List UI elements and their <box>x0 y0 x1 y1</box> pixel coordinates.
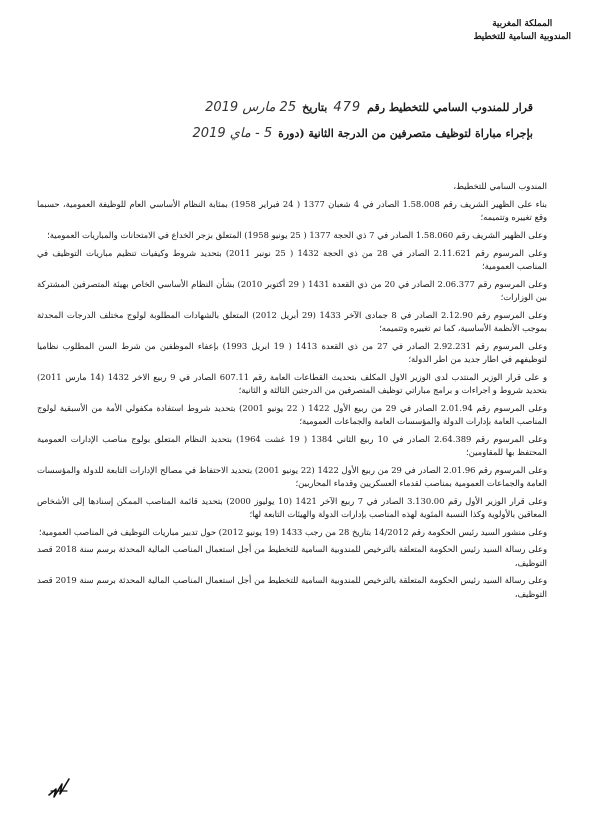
decision-title <box>205 100 533 115</box>
handwritten-signature-icon <box>46 775 72 801</box>
body-paragraph: وعلى رسالة السيد رئيس الحكومة المتعلقة بالترخيص للمندوبية السامية للتخطيط من أجل استعمال المناصب المالية المحدثة برسم سنة 2019 قصد التوظيف، <box>37 575 547 599</box>
body-paragraph: وعلى المرسوم رقم 2.11.621 الصادر في 28 من ذي الحجة 1432 ( 25 نونبر 2011) بتحديد شروط وكيفيات تنظيم مباريات التوظيف في المناصب العمومية؛ <box>37 247 548 271</box>
decision-subject-text: بإجراء مباراة لتوظيف متصرفين من الدرجة الثانية (دورة <box>278 127 533 140</box>
date-label: بتاريخ <box>302 101 328 114</box>
agency-name: المندوبية السامية للتخطيط <box>473 32 571 42</box>
body-paragraph: وعلى المرسوم رقم 2.12.90 الصادر في 8 جمادى الآخر 1433 (29 أبريل 2012) المتعلق بالشهادات المطلوبة لولوج مختلف الدرجات المحدثة بموجب الأنظمة الأساسية، كما تم تغييره وتتميمه؛ <box>37 309 547 333</box>
body-paragraph: وعلى المرسوم رقم 2.06.377 الصادر في 20 من ذي القعدة 1431 ( 29 أكتوبر 2010) بشأن النظام الأساسي الخاص بهيئة المتصرفين المشتركة بين الوزارات؛ <box>37 278 547 302</box>
body-paragraph: وعلى المرسوم رقم 2.64.389 الصادر في 10 ربيع الثاني 1384 ( 19 غشت 1964) بتحديد النظام المتعلق بولوج مناصب الإدارات العمومية المحتفظ بها للمقاومين؛ <box>37 433 548 457</box>
body-paragraph: وعلى الظهير الشريف رقم 1.58.060 الصادر في 7 ذي الحجة 1377 ( 25 يونيو 1958) المتعلق بزجر الخداع في الامتحانات والمباريات العمومية؛ <box>47 229 547 240</box>
letterhead <box>473 18 571 44</box>
decision-date: 25 مارس 2019 <box>205 100 297 115</box>
body-paragraph: وعلى منشور السيد رئيس الحكومة رقم 14/2012 بتاريخ 28 من رجب 1433 (19 يونيو 2012) حول تدبير مباريات التوظيف في المناصب العمومية؛ <box>38 526 547 537</box>
body-paragraph: و على قرار الوزير المنتدب لدى الوزير الاول المكلف بتحديث القطاعات العامة رقم 607.11 الصادر في 9 ربيع الاخر 1432 (14 مارس 2011) بتحديد شروط و اجراءات و برامج مباراتي توظيف المتصرفين من الدرجتين الثالثة و الثانية؛ <box>37 371 548 395</box>
kingdom-name: المملكة المغربية <box>492 19 553 29</box>
decision-number: 479 <box>333 100 362 115</box>
body-paragraph: وعلى المرسوم رقم 2.01.96 الصادر في 29 من ربيع الأول 1422 (22 يونيو 2001) بتحديد الاحتفاظ في مصالح الإدارات التابعة للدولة والمؤسسات العامة والجماعات العمومية بمناصب لقدماء العسكريين وقدماء المحاربين؛ <box>37 464 548 488</box>
session-date: 5 - ماي 2019 <box>192 126 273 141</box>
decision-body <box>37 180 547 605</box>
body-paragraph: وعلى المرسوم رقم 2.92.231 الصادر في 27 من ذي القعدة 1413 ( 19 ابريل 1993) بإعفاء الموظفين من شرط السن المطلوب نظاميا لتوظيفهم في اطار جديد من اطر الدولة؛ <box>37 340 547 364</box>
body-paragraph: وعلى قرار الوزير الأول رقم 3.130.00 الصادر في 7 ربيع الآخر 1421 (10 يوليوز 2000) بتحديد قائمة المناصب الممكن إسنادها إلى الأشخاص المعاقين بالأولوية وكذا النسبة المئوية لهذه المناصب بإدارات الدولة والهيئات التابعة لها؛ <box>37 495 548 519</box>
body-paragraph: وعلى رسالة السيد رئيس الحكومة المتعلقة بالترخيص للمندوبية السامية للتخطيط من أجل استعمال المناصب المالية المحدثة برسم سنة 2018 قصد التوظيف، <box>37 544 547 568</box>
body-paragraph: بناء على الظهير الشريف رقم 1.58.008 الصادر في 4 شعبان 1377 ( 24 فبراير 1958) بمثابة النظام الأساسي العام للوظيفة العمومية، حسبما وقع تغييره وتتميمه؛ <box>37 198 548 222</box>
body-paragraph: وعلى المرسوم رقم 2.01.94 الصادر في 29 من ربيع الأول 1422 ( 22 يونيو 2001) بتحديد شروط استفادة مكفولي الأمة من الأسبقية لولوج المناصب العامة بإدارات الدولة والمؤسسات العامة والجماعات العمومية؛ <box>37 402 548 426</box>
decision-title-prefix: قرار للمندوب السامي للتخطيط رقم <box>367 101 533 114</box>
decision-subject <box>193 126 533 141</box>
body-paragraph: المندوب السامي للتخطيط، <box>453 181 547 191</box>
